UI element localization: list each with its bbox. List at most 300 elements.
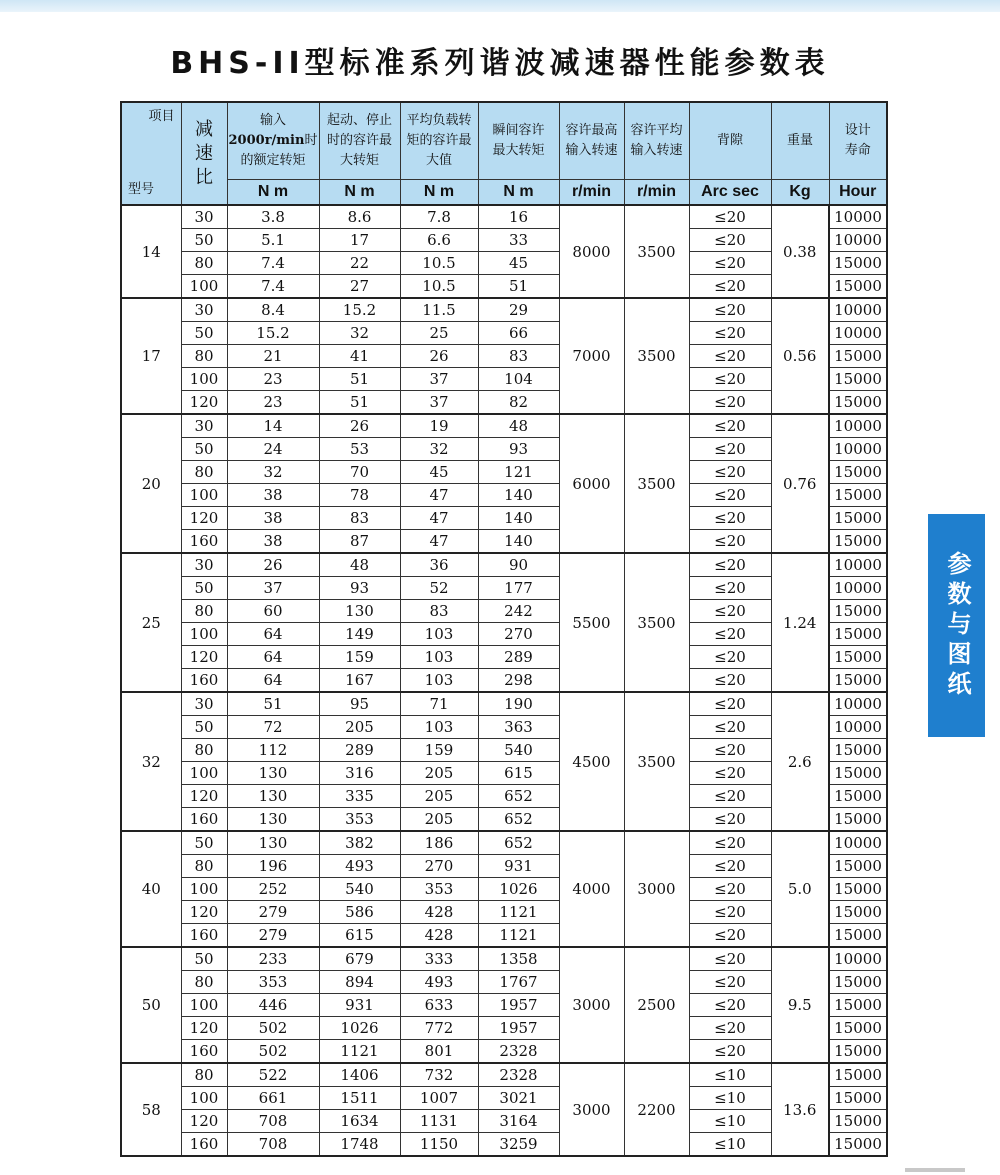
ratio-cell: 100 (181, 1087, 227, 1110)
page-title: BHS-II型标准系列谐波减速器性能参数表 (170, 46, 830, 81)
start-stop-cell: 41 (319, 345, 400, 368)
life-cell: 15000 (829, 368, 887, 391)
avg-load-cell: 103 (400, 646, 478, 669)
unit-inst: N m (478, 180, 559, 206)
life-cell: 15000 (829, 600, 887, 623)
ratio-cell: 50 (181, 229, 227, 252)
rated-torque-cell: 38 (227, 484, 319, 507)
backlash-cell: ≤20 (689, 275, 771, 299)
backlash-cell: ≤20 (689, 298, 771, 322)
rated-torque-cell: 26 (227, 553, 319, 577)
instant-torque-cell: 140 (478, 484, 559, 507)
rated-torque-cell: 708 (227, 1133, 319, 1157)
avg-load-cell: 47 (400, 530, 478, 554)
start-stop-cell: 93 (319, 577, 400, 600)
top-decor-band (0, 0, 1000, 12)
max-speed-cell: 8000 (559, 205, 624, 298)
instant-torque-cell: 66 (478, 322, 559, 345)
backlash-cell: ≤20 (689, 947, 771, 971)
start-stop-cell: 48 (319, 553, 400, 577)
backlash-cell: ≤20 (689, 785, 771, 808)
ratio-cell: 120 (181, 901, 227, 924)
avg-speed-cell: 3500 (624, 298, 689, 414)
model-cell: 58 (121, 1063, 181, 1156)
avg-load-cell: 428 (400, 901, 478, 924)
instant-torque-cell: 1957 (478, 994, 559, 1017)
avg-load-cell: 26 (400, 345, 478, 368)
ratio-cell: 30 (181, 298, 227, 322)
life-cell: 10000 (829, 438, 887, 461)
avg-load-cell: 353 (400, 878, 478, 901)
weight-cell: 0.76 (771, 414, 829, 553)
instant-torque-cell: 270 (478, 623, 559, 646)
backlash-cell: ≤20 (689, 855, 771, 878)
rated-torque-cell: 130 (227, 762, 319, 785)
rated-torque-speed: 2000r/min (228, 133, 305, 148)
life-cell: 15000 (829, 1110, 887, 1133)
rated-torque-cell: 3.8 (227, 205, 319, 229)
table-row (121, 298, 887, 322)
instant-torque-cell: 298 (478, 669, 559, 693)
rated-torque-cell: 5.1 (227, 229, 319, 252)
avg-load-cell: 801 (400, 1040, 478, 1064)
start-stop-cell: 27 (319, 275, 400, 299)
start-stop-cell: 26 (319, 414, 400, 438)
backlash-cell: ≤20 (689, 553, 771, 577)
instant-torque-cell: 1121 (478, 924, 559, 948)
backlash-cell: ≤20 (689, 716, 771, 739)
rated-torque-cell: 446 (227, 994, 319, 1017)
life-cell: 15000 (829, 345, 887, 368)
start-stop-cell: 493 (319, 855, 400, 878)
instant-torque-cell: 83 (478, 345, 559, 368)
start-stop-cell: 316 (319, 762, 400, 785)
instant-torque-cell: 540 (478, 739, 559, 762)
ratio-cell: 100 (181, 484, 227, 507)
avg-load-cell: 493 (400, 971, 478, 994)
max-speed-cell: 6000 (559, 414, 624, 553)
life-cell: 15000 (829, 924, 887, 948)
instant-torque-cell: 104 (478, 368, 559, 391)
ratio-cell: 50 (181, 947, 227, 971)
backlash-cell: ≤20 (689, 994, 771, 1017)
life-cell: 10000 (829, 947, 887, 971)
start-stop-cell: 78 (319, 484, 400, 507)
avg-load-cell: 732 (400, 1063, 478, 1087)
life-cell: 15000 (829, 646, 887, 669)
backlash-cell: ≤10 (689, 1110, 771, 1133)
avg-load-cell: 103 (400, 669, 478, 693)
life-cell: 10000 (829, 414, 887, 438)
avg-speed-header: 容许平均输入转速 (624, 102, 689, 180)
backlash-cell: ≤20 (689, 1017, 771, 1040)
rated-torque-cell: 51 (227, 692, 319, 716)
instant-torque-cell: 140 (478, 530, 559, 554)
start-stop-cell: 1121 (319, 1040, 400, 1064)
unit-rated: N m (227, 180, 319, 206)
backlash-cell: ≤20 (689, 322, 771, 345)
backlash-cell: ≤20 (689, 368, 771, 391)
start-stop-cell: 1026 (319, 1017, 400, 1040)
ratio-header (181, 102, 227, 205)
start-stop-header: 起动、停止时的容许最大转矩 (319, 102, 400, 180)
life-cell: 10000 (829, 553, 887, 577)
life-cell: 15000 (829, 623, 887, 646)
max-speed-cell: 5500 (559, 553, 624, 692)
instant-torque-cell: 93 (478, 438, 559, 461)
life-cell: 15000 (829, 1017, 887, 1040)
ratio-cell: 80 (181, 252, 227, 275)
instant-torque-cell: 2328 (478, 1063, 559, 1087)
weight-cell: 0.56 (771, 298, 829, 414)
rated-torque-cell: 72 (227, 716, 319, 739)
rated-torque-cell: 23 (227, 368, 319, 391)
ratio-cell: 80 (181, 345, 227, 368)
start-stop-cell: 382 (319, 831, 400, 855)
backlash-cell: ≤20 (689, 623, 771, 646)
rated-torque-cell: 130 (227, 831, 319, 855)
instant-torque-cell: 1767 (478, 971, 559, 994)
backlash-cell: ≤20 (689, 739, 771, 762)
avg-load-cell: 772 (400, 1017, 478, 1040)
start-stop-cell: 8.6 (319, 205, 400, 229)
rated-torque-cell: 661 (227, 1087, 319, 1110)
rated-torque-cell: 38 (227, 530, 319, 554)
instant-torque-cell: 242 (478, 600, 559, 623)
backlash-cell: ≤20 (689, 577, 771, 600)
backlash-cell: ≤10 (689, 1133, 771, 1157)
start-stop-cell: 70 (319, 461, 400, 484)
rated-torque-cell: 64 (227, 623, 319, 646)
rated-torque-line3: 的额定转矩 (240, 153, 306, 168)
ratio-cell: 80 (181, 600, 227, 623)
backlash-cell: ≤20 (689, 484, 771, 507)
instant-torque-cell: 1026 (478, 878, 559, 901)
weight-cell: 1.24 (771, 553, 829, 692)
instant-torque-cell: 82 (478, 391, 559, 415)
life-cell: 15000 (829, 1040, 887, 1064)
start-stop-cell: 130 (319, 600, 400, 623)
backlash-cell: ≤20 (689, 414, 771, 438)
rated-torque-cell: 130 (227, 808, 319, 832)
instant-torque-cell: 16 (478, 205, 559, 229)
avg-load-cell: 186 (400, 831, 478, 855)
life-cell: 15000 (829, 808, 887, 832)
ratio-cell: 80 (181, 739, 227, 762)
rated-torque-cell: 279 (227, 924, 319, 948)
life-cell: 15000 (829, 901, 887, 924)
instant-torque-header: 瞬间容许最大转矩 (478, 102, 559, 180)
start-stop-cell: 167 (319, 669, 400, 693)
rated-torque-cell: 60 (227, 600, 319, 623)
rated-torque-header (227, 102, 319, 180)
start-stop-cell: 51 (319, 368, 400, 391)
avg-load-cell: 37 (400, 391, 478, 415)
avg-load-cell: 10.5 (400, 252, 478, 275)
rated-torque-cell: 64 (227, 646, 319, 669)
unit-avg: N m (400, 180, 478, 206)
avg-load-cell: 10.5 (400, 275, 478, 299)
avg-load-header: 平均负载转矩的容许最大值 (400, 102, 478, 180)
instant-torque-cell: 121 (478, 461, 559, 484)
model-cell: 50 (121, 947, 181, 1063)
life-cell: 10000 (829, 229, 887, 252)
instant-torque-cell: 3021 (478, 1087, 559, 1110)
rated-torque-line1: 输入 (259, 113, 286, 128)
rated-torque-cell: 522 (227, 1063, 319, 1087)
avg-load-cell: 7.8 (400, 205, 478, 229)
ratio-cell: 160 (181, 924, 227, 948)
instant-torque-cell: 615 (478, 762, 559, 785)
table-row (121, 1063, 887, 1087)
model-cell: 14 (121, 205, 181, 298)
max-speed-cell: 3000 (559, 1063, 624, 1156)
model-cell: 20 (121, 414, 181, 553)
backlash-cell: ≤20 (689, 762, 771, 785)
weight-header: 重量 (771, 102, 829, 180)
life-cell: 15000 (829, 530, 887, 554)
backlash-cell: ≤20 (689, 438, 771, 461)
instant-torque-cell: 3259 (478, 1133, 559, 1157)
avg-load-cell: 1150 (400, 1133, 478, 1157)
rated-torque-cell: 8.4 (227, 298, 319, 322)
table-row (121, 205, 887, 229)
avg-speed-cell: 3500 (624, 414, 689, 553)
backlash-cell: ≤20 (689, 205, 771, 229)
rated-torque-cell: 502 (227, 1017, 319, 1040)
instant-torque-cell: 652 (478, 808, 559, 832)
life-cell: 10000 (829, 716, 887, 739)
weight-cell: 9.5 (771, 947, 829, 1063)
ratio-cell: 100 (181, 994, 227, 1017)
life-cell: 15000 (829, 1087, 887, 1110)
start-stop-cell: 149 (319, 623, 400, 646)
table-row (121, 553, 887, 577)
max-speed-cell: 4000 (559, 831, 624, 947)
spec-table (120, 101, 888, 1157)
start-stop-cell: 22 (319, 252, 400, 275)
avg-load-cell: 32 (400, 438, 478, 461)
rated-torque-cell: 196 (227, 855, 319, 878)
start-stop-cell: 1406 (319, 1063, 400, 1087)
instant-torque-cell: 1358 (478, 947, 559, 971)
avg-load-cell: 25 (400, 322, 478, 345)
unit-max-speed: r/min (559, 180, 624, 206)
backlash-cell: ≤20 (689, 831, 771, 855)
start-stop-cell: 1634 (319, 1110, 400, 1133)
rated-torque-cell: 7.4 (227, 252, 319, 275)
start-stop-cell: 17 (319, 229, 400, 252)
avg-load-cell: 45 (400, 461, 478, 484)
ratio-cell: 120 (181, 1110, 227, 1133)
avg-speed-cell: 2500 (624, 947, 689, 1063)
backlash-cell: ≤20 (689, 229, 771, 252)
rated-torque-cell: 64 (227, 669, 319, 693)
avg-load-cell: 1007 (400, 1087, 478, 1110)
ratio-cell: 120 (181, 391, 227, 415)
avg-load-cell: 6.6 (400, 229, 478, 252)
rated-torque-cell: 7.4 (227, 275, 319, 299)
table-row (121, 414, 887, 438)
ratio-cell: 100 (181, 762, 227, 785)
backlash-cell: ≤20 (689, 600, 771, 623)
life-cell: 15000 (829, 275, 887, 299)
start-stop-cell: 205 (319, 716, 400, 739)
life-cell: 15000 (829, 252, 887, 275)
life-cell: 15000 (829, 391, 887, 415)
backlash-cell: ≤20 (689, 507, 771, 530)
avg-load-cell: 270 (400, 855, 478, 878)
backlash-cell: ≤20 (689, 808, 771, 832)
ratio-header-label: 减速比 (195, 118, 213, 188)
ratio-cell: 120 (181, 646, 227, 669)
life-header: 设计寿命 (829, 102, 887, 180)
ratio-cell: 100 (181, 623, 227, 646)
ratio-cell: 50 (181, 577, 227, 600)
life-cell: 10000 (829, 205, 887, 229)
avg-speed-cell: 3500 (624, 553, 689, 692)
rated-torque-cell: 14 (227, 414, 319, 438)
rated-torque-cell: 38 (227, 507, 319, 530)
instant-torque-cell: 90 (478, 553, 559, 577)
avg-load-cell: 103 (400, 716, 478, 739)
corner-header (121, 102, 181, 205)
life-cell: 10000 (829, 577, 887, 600)
start-stop-cell: 1748 (319, 1133, 400, 1157)
backlash-cell: ≤10 (689, 1063, 771, 1087)
rated-torque-cell: 353 (227, 971, 319, 994)
life-cell: 10000 (829, 831, 887, 855)
instant-torque-cell: 363 (478, 716, 559, 739)
backlash-cell: ≤20 (689, 1040, 771, 1064)
spec-table-body (121, 205, 887, 1156)
instant-torque-cell: 29 (478, 298, 559, 322)
ratio-cell: 50 (181, 831, 227, 855)
life-cell: 15000 (829, 461, 887, 484)
ratio-cell: 100 (181, 275, 227, 299)
ratio-cell: 50 (181, 438, 227, 461)
start-stop-cell: 679 (319, 947, 400, 971)
ratio-cell: 30 (181, 692, 227, 716)
life-cell: 10000 (829, 692, 887, 716)
life-cell: 15000 (829, 507, 887, 530)
avg-load-cell: 159 (400, 739, 478, 762)
weight-cell: 5.0 (771, 831, 829, 947)
backlash-cell: ≤20 (689, 971, 771, 994)
rated-torque-cell: 23 (227, 391, 319, 415)
backlash-cell: ≤20 (689, 878, 771, 901)
avg-speed-cell: 2200 (624, 1063, 689, 1156)
start-stop-cell: 586 (319, 901, 400, 924)
corner-bottom-label: 型号 (128, 182, 155, 197)
ratio-cell: 30 (181, 414, 227, 438)
life-cell: 15000 (829, 484, 887, 507)
start-stop-cell: 894 (319, 971, 400, 994)
life-cell: 15000 (829, 855, 887, 878)
life-cell: 15000 (829, 971, 887, 994)
backlash-cell: ≤20 (689, 391, 771, 415)
instant-torque-cell: 45 (478, 252, 559, 275)
rated-torque-cell: 279 (227, 901, 319, 924)
weight-cell: 0.38 (771, 205, 829, 298)
backlash-cell: ≤20 (689, 461, 771, 484)
life-cell: 15000 (829, 739, 887, 762)
corner-top-label: 项目 (148, 109, 175, 124)
start-stop-cell: 1511 (319, 1087, 400, 1110)
start-stop-cell: 353 (319, 808, 400, 832)
start-stop-cell: 32 (319, 322, 400, 345)
start-stop-cell: 87 (319, 530, 400, 554)
life-cell: 15000 (829, 878, 887, 901)
rated-torque-cell: 233 (227, 947, 319, 971)
start-stop-cell: 540 (319, 878, 400, 901)
max-speed-cell: 7000 (559, 298, 624, 414)
bottom-decor-mark (905, 1168, 965, 1172)
instant-torque-cell: 48 (478, 414, 559, 438)
ratio-cell: 120 (181, 507, 227, 530)
life-cell: 15000 (829, 1133, 887, 1157)
instant-torque-cell: 51 (478, 275, 559, 299)
backlash-cell: ≤20 (689, 646, 771, 669)
ratio-cell: 80 (181, 855, 227, 878)
start-stop-cell: 53 (319, 438, 400, 461)
unit-row (121, 180, 887, 206)
table-row (121, 831, 887, 855)
rated-torque-cell: 708 (227, 1110, 319, 1133)
weight-cell: 2.6 (771, 692, 829, 831)
ratio-cell: 80 (181, 971, 227, 994)
backlash-cell: ≤20 (689, 901, 771, 924)
side-tab[interactable]: 参数与图纸 (928, 514, 985, 737)
life-cell: 15000 (829, 785, 887, 808)
start-stop-cell: 95 (319, 692, 400, 716)
avg-speed-cell: 3000 (624, 831, 689, 947)
avg-speed-cell: 3500 (624, 692, 689, 831)
ratio-cell: 50 (181, 716, 227, 739)
instant-torque-cell: 289 (478, 646, 559, 669)
avg-load-cell: 47 (400, 484, 478, 507)
backlash-cell: ≤20 (689, 924, 771, 948)
ratio-cell: 120 (181, 1017, 227, 1040)
instant-torque-cell: 931 (478, 855, 559, 878)
instant-torque-cell: 1121 (478, 901, 559, 924)
avg-load-cell: 205 (400, 785, 478, 808)
ratio-cell: 80 (181, 1063, 227, 1087)
ratio-cell: 160 (181, 808, 227, 832)
rated-torque-cell: 32 (227, 461, 319, 484)
start-stop-cell: 289 (319, 739, 400, 762)
start-stop-cell: 83 (319, 507, 400, 530)
rated-torque-cell: 252 (227, 878, 319, 901)
instant-torque-cell: 33 (478, 229, 559, 252)
backlash-cell: ≤10 (689, 1087, 771, 1110)
rated-torque-when: 时 (304, 133, 318, 148)
rated-torque-cell: 15.2 (227, 322, 319, 345)
ratio-cell: 80 (181, 461, 227, 484)
rated-torque-cell: 112 (227, 739, 319, 762)
backlash-header: 背隙 (689, 102, 771, 180)
avg-load-cell: 83 (400, 600, 478, 623)
weight-cell: 13.6 (771, 1063, 829, 1156)
model-cell: 40 (121, 831, 181, 947)
rated-torque-cell: 502 (227, 1040, 319, 1064)
ratio-cell: 160 (181, 1040, 227, 1064)
avg-load-cell: 205 (400, 808, 478, 832)
avg-speed-cell: 3500 (624, 205, 689, 298)
instant-torque-cell: 190 (478, 692, 559, 716)
avg-load-cell: 633 (400, 994, 478, 1017)
ratio-cell: 50 (181, 322, 227, 345)
